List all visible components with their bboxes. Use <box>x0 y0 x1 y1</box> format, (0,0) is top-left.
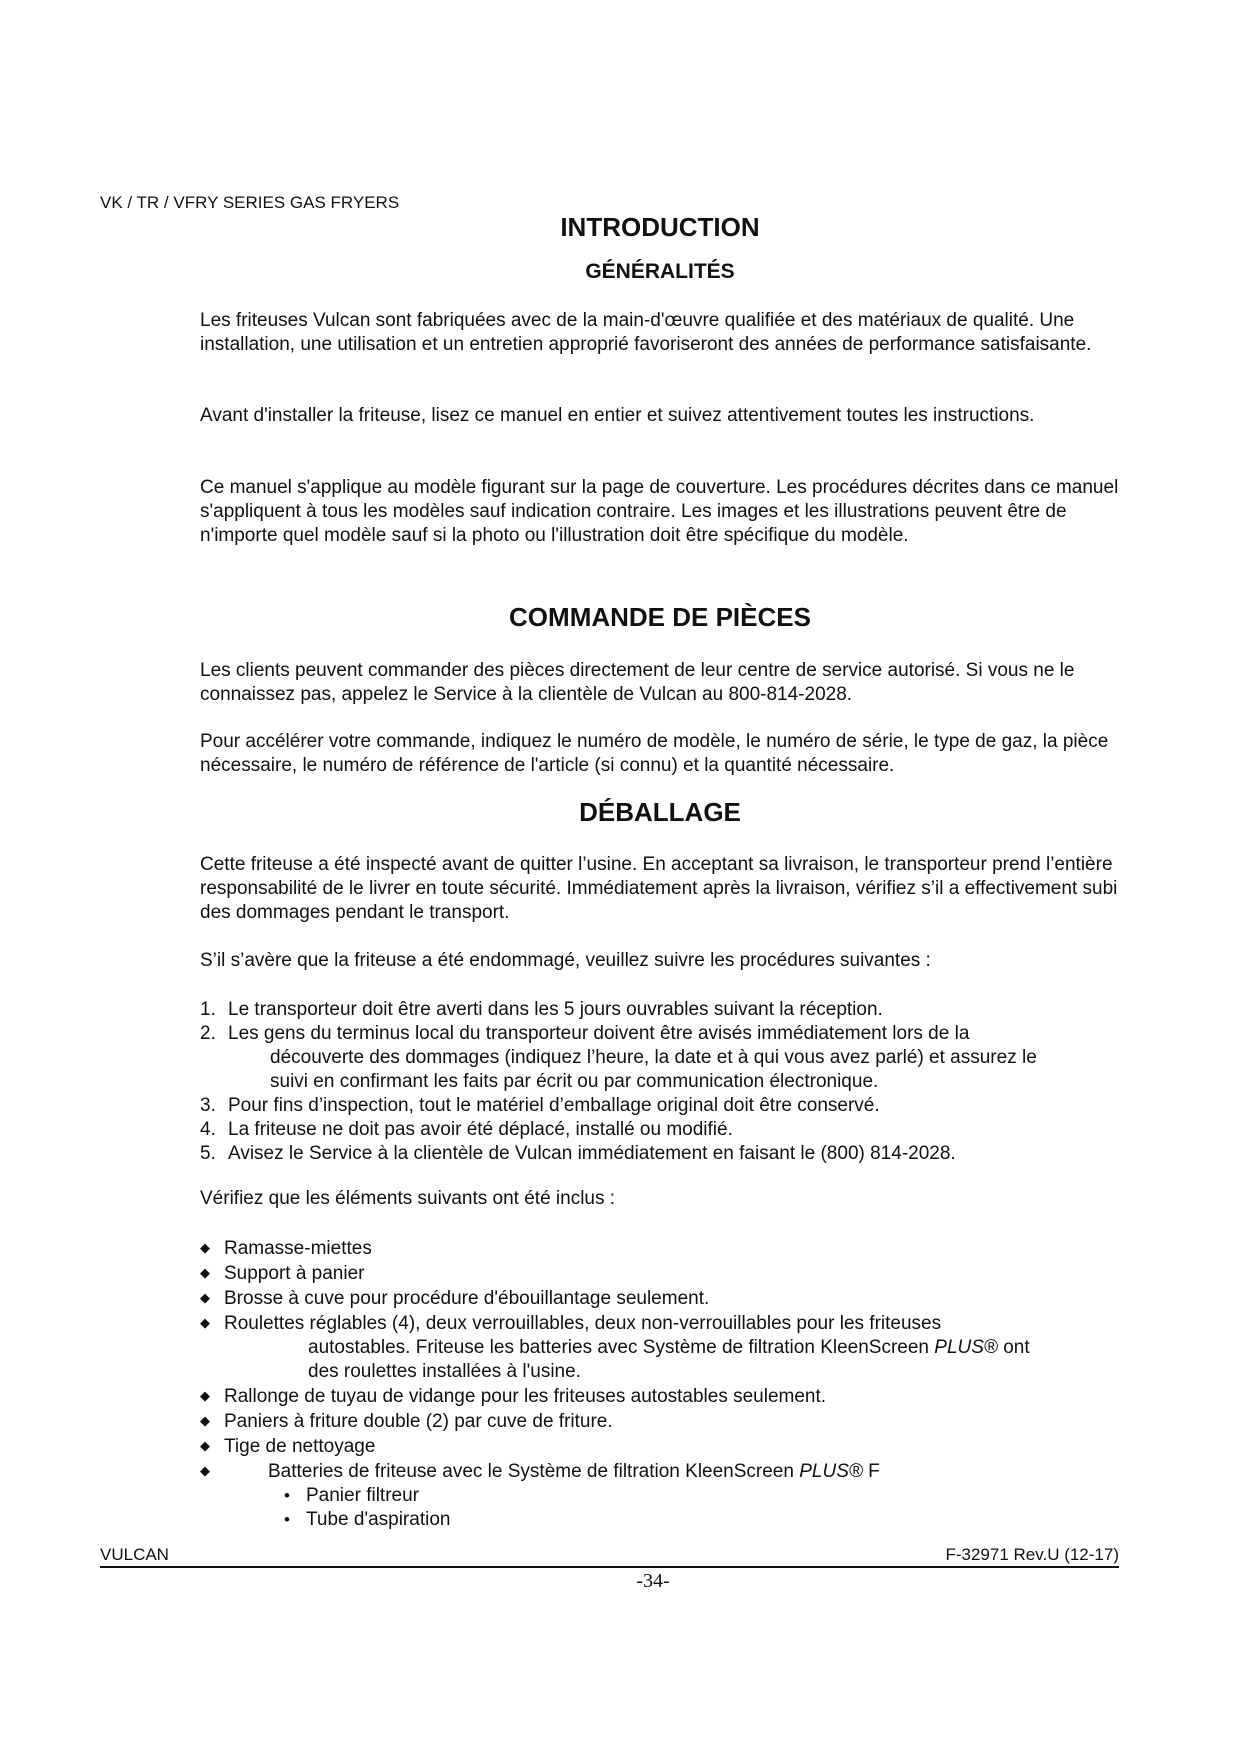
list-item-continuation: découverte des dommages (indiquez l’heure, la date et à qui vous avez parlé) et assurez le <box>270 1047 1037 1068</box>
section-title-introduction: INTRODUCTION <box>560 212 760 242</box>
list-item: 4. La friteuse ne doit pas avoir été déplacé, installé ou modifié. <box>200 1119 733 1140</box>
bullet-icon: ◆ <box>200 1290 210 1305</box>
bullet-icon: ◆ <box>200 1315 210 1330</box>
list-item-continuation: des roulettes installées à l'usine. <box>308 1361 581 1382</box>
list-item: 3. Pour fins d’inspection, tout le matériel d’emballage original doit être conservé. <box>200 1095 880 1116</box>
section-title-parts: COMMANDE DE PIÈCES <box>509 602 811 632</box>
sub-bullet-icon: • <box>284 1510 290 1529</box>
intro-paragraph-3: Ce manuel s'applique au modèle figurant sur la page de couverture. Les procédures décrites dans ce manuel s'appliquent à tous les modèles sauf indication contraire. Les images et les illustrations peuvent être de n'importe quel modèle sauf si la photo ou l'illustration doit être spécifique du modèle. <box>200 477 1119 546</box>
damage-procedure-list <box>200 998 1160 1166</box>
bullet-icon: ◆ <box>200 1463 210 1478</box>
section-subtitle-generalites: GÉNÉRALITÉS <box>585 260 735 283</box>
list-item: ◆ Batteries de friteuse avec le Système de filtration KleenScreen PLUS® F <box>200 1461 880 1482</box>
list-subitem: • Panier filtreur <box>284 1485 419 1506</box>
list-item: ◆ Support à panier <box>200 1263 365 1284</box>
page-number: -34- <box>636 1570 670 1592</box>
running-header: VK / TR / VFRY SERIES GAS FRYERS <box>100 193 400 212</box>
list-item: ◆ Tige de nettoyage <box>200 1436 376 1457</box>
list-item: 5. Avisez le Service à la clientèle de Vulcan immédiatement en faisant le (800) 814-2028. <box>200 1143 956 1164</box>
list-item: ◆ Brosse à cuve pour procédure d'ébouillantage seulement. <box>200 1288 710 1309</box>
list-item-continuation: autostables. Friteuse les batteries avec Système de filtration KleenScreen PLUS® ont <box>308 1337 1030 1358</box>
list-item: ◆ Rallonge de tuyau de vidange pour les friteuses autostables seulement. <box>200 1386 827 1407</box>
unpacking-paragraph-1: Cette friteuse a été inspecté avant de quitter l’usine. En acceptant sa livraison, le transporteur prend l’entière responsabilité de le livrer en toute sécurité. Immédiatement après la livraison, vérifiez s’il a effectivement subi des dommages pendant le transport. <box>200 854 1118 923</box>
list-item: ◆ Paniers à friture double (2) par cuve de friture. <box>200 1411 613 1432</box>
section-title-unpacking: DÉBALLAGE <box>579 797 741 827</box>
parts-paragraph-2: Pour accélérer votre commande, indiquez le numéro de modèle, le numéro de série, le type de gaz, la pièce nécessaire, le numéro de référence de l'article (si connu) et la quantité nécessaire. <box>200 731 1109 776</box>
included-items-list <box>200 1236 1160 1532</box>
bullet-icon: ◆ <box>200 1240 210 1255</box>
footer-brand: VULCAN <box>100 1545 169 1564</box>
included-items-intro: Vérifiez que les éléments suivants ont été inclus : <box>200 1188 616 1209</box>
list-item: 1. Le transporteur doit être averti dans les 5 jours ouvrables suivant la réception. <box>200 999 883 1020</box>
unpacking-paragraph-2: S’il s’avère que la friteuse a été endommagé, veuillez suivre les procédures suivantes : <box>200 950 931 971</box>
list-item: ◆ Ramasse-miettes <box>200 1238 372 1259</box>
list-subitem: • Tube d'aspiration <box>284 1509 451 1530</box>
intro-paragraph-2: Avant d'installer la friteuse, lisez ce manuel en entier et suivez attentivement toutes les instructions. <box>200 405 1035 426</box>
bullet-icon: ◆ <box>200 1265 210 1280</box>
bullet-icon: ◆ <box>200 1413 210 1428</box>
list-item: ◆ Roulettes réglables (4), deux verrouillables, deux non-verrouillables pour les friteuses <box>200 1313 942 1334</box>
bullet-icon: ◆ <box>200 1438 210 1453</box>
intro-paragraph-1: Les friteuses Vulcan sont fabriquées avec de la main-d'œuvre qualifiée et des matériaux de qualité. Une installation, une utilisation et un entretien approprié favoriseront des années de performance satisfaisante. <box>200 310 1092 355</box>
sub-bullet-icon: • <box>284 1486 290 1505</box>
footer-divider <box>100 1566 1119 1568</box>
list-item-continuation: suivi en confirmant les faits par écrit ou par communication électronique. <box>270 1071 879 1092</box>
list-item: 2. Les gens du terminus local du transporteur doivent être avisés immédiatement lors de la <box>200 1023 970 1044</box>
parts-paragraph-1: Les clients peuvent commander des pièces directement de leur centre de service autorisé. Si vous ne le connaissez pas, appelez le Service à la clientèle de Vulcan au 800-814-2028. <box>200 660 1075 705</box>
bullet-icon: ◆ <box>200 1388 210 1403</box>
footer-doc-ref: F-32971 Rev.U (12-17) <box>945 1545 1119 1564</box>
